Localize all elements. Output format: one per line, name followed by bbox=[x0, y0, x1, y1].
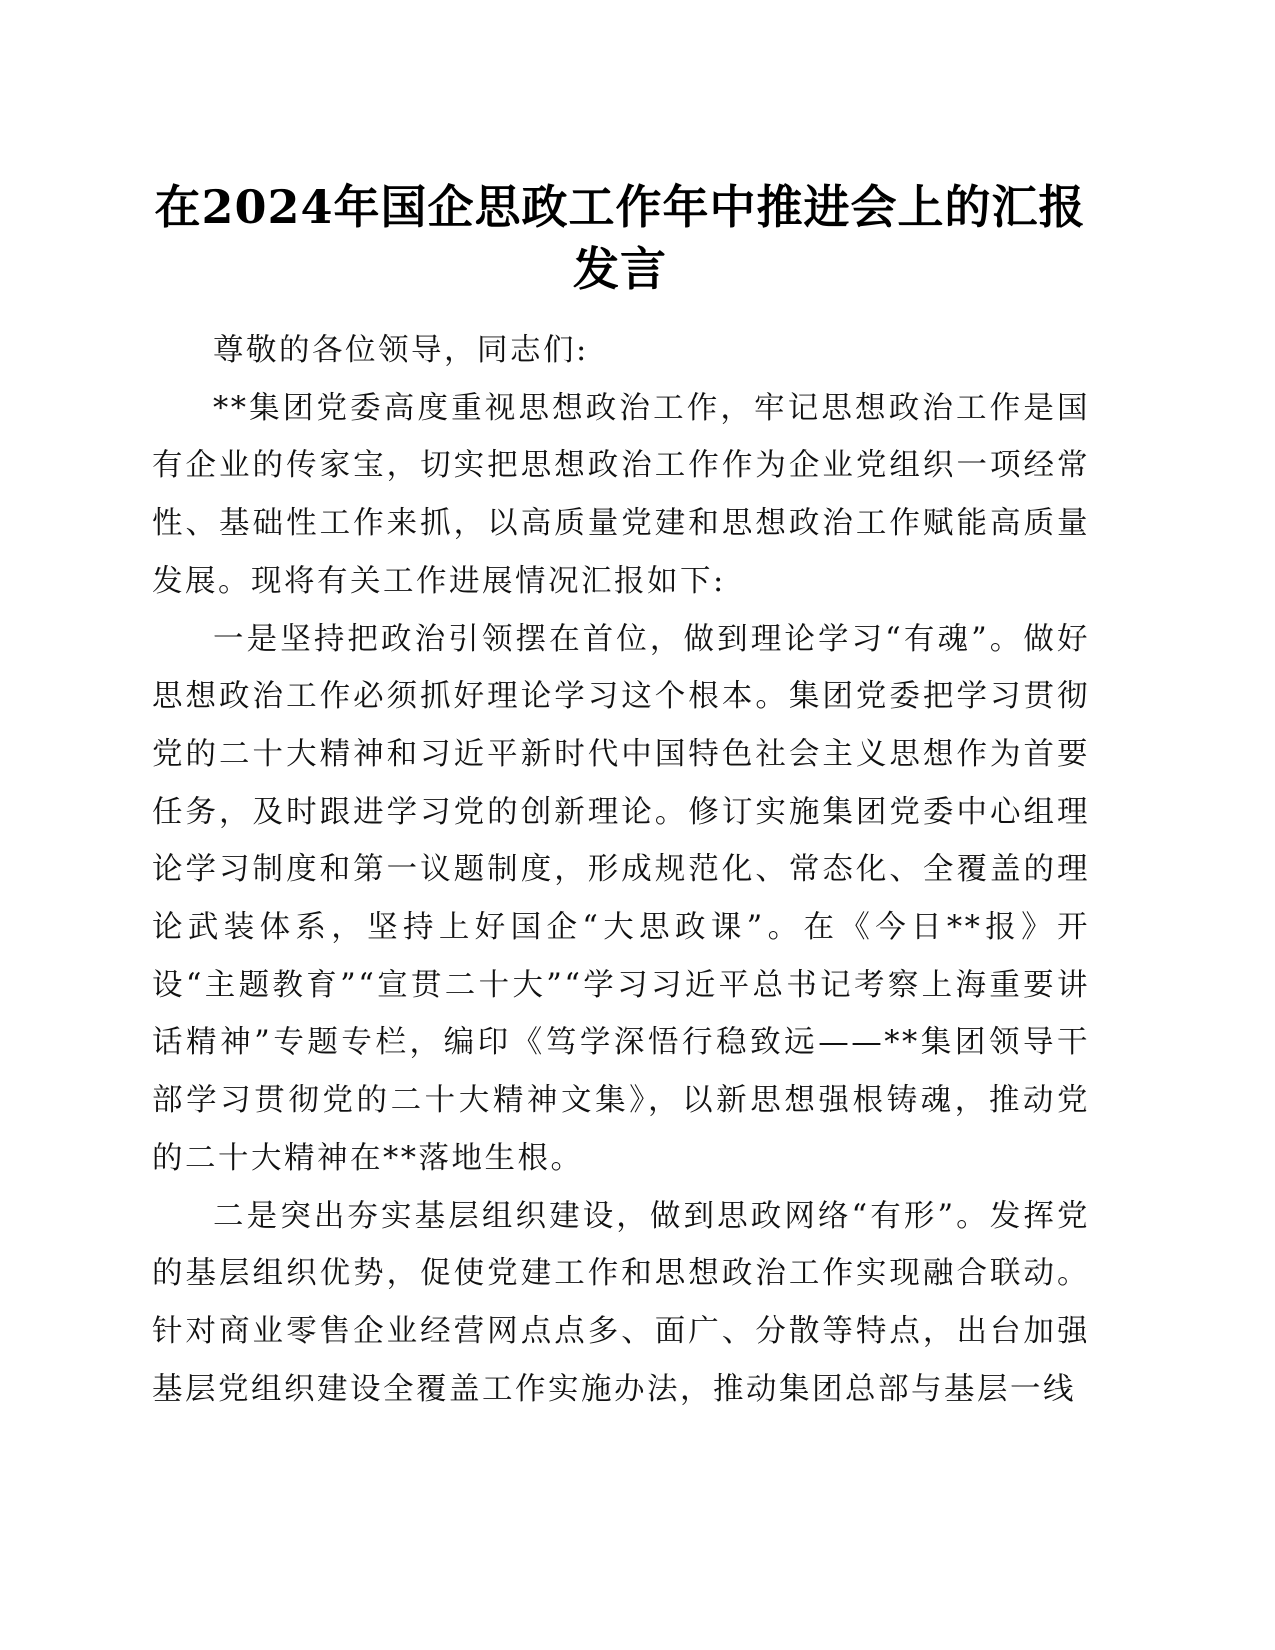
document-body bbox=[152, 322, 1090, 1418]
salutation-paragraph: 尊敬的各位领导，同志们: bbox=[213, 333, 589, 368]
intro-paragraph: **集团党委高度重视思想政治工作，牢记思想政治工作是国有企业的传家宝，切实把思想政治工作作为企业党组织一项经常性、基础性工作来抓，以高质量党建和思想政治工作赋能高质量发展。现将有关工作进展情况汇报如下: bbox=[152, 390, 1090, 599]
section-one-paragraph: 一是坚持把政治引领摆在首位，做到理论学习“有魂”。做好思想政治工作必须抓好理论学习这个根本。集团党委把学习贯彻党的二十大精神和习近平新时代中国特色社会主义思想作为首要任务，及时跟进学习党的创新理论。修订实施集团党委中心组理论学习制度和第一议题制度，形成规范化、常态化、全覆盖的理论武装体系，坚持上好国企“大思政课”。在《今日**报》开设“主题教育”“宣贯二十大”“学习习近平总书记考察上海重要讲话精神”专题专栏，编印《笃学深悟行稳致远——**集团领导干部学习贯彻党的二十大精神文集》，以新思想强根铸魂，推动党的二十大精神在**落地生根。 bbox=[152, 621, 1090, 1176]
section-two-paragraph: 二是突出夯实基层组织建设，做到思政网络“有形”。发挥党的基层组织优势，促使党建工作和思想政治工作实现融合联动。针对商业零售企业经营网点点多、面广、分散等特点，出台加强基层党组织建设全覆盖工作实施办法，推动集团总部与基层一线 bbox=[152, 1198, 1090, 1407]
document-title: 在2024年国企思政工作年中推进会上的汇报发言 bbox=[154, 180, 1086, 296]
